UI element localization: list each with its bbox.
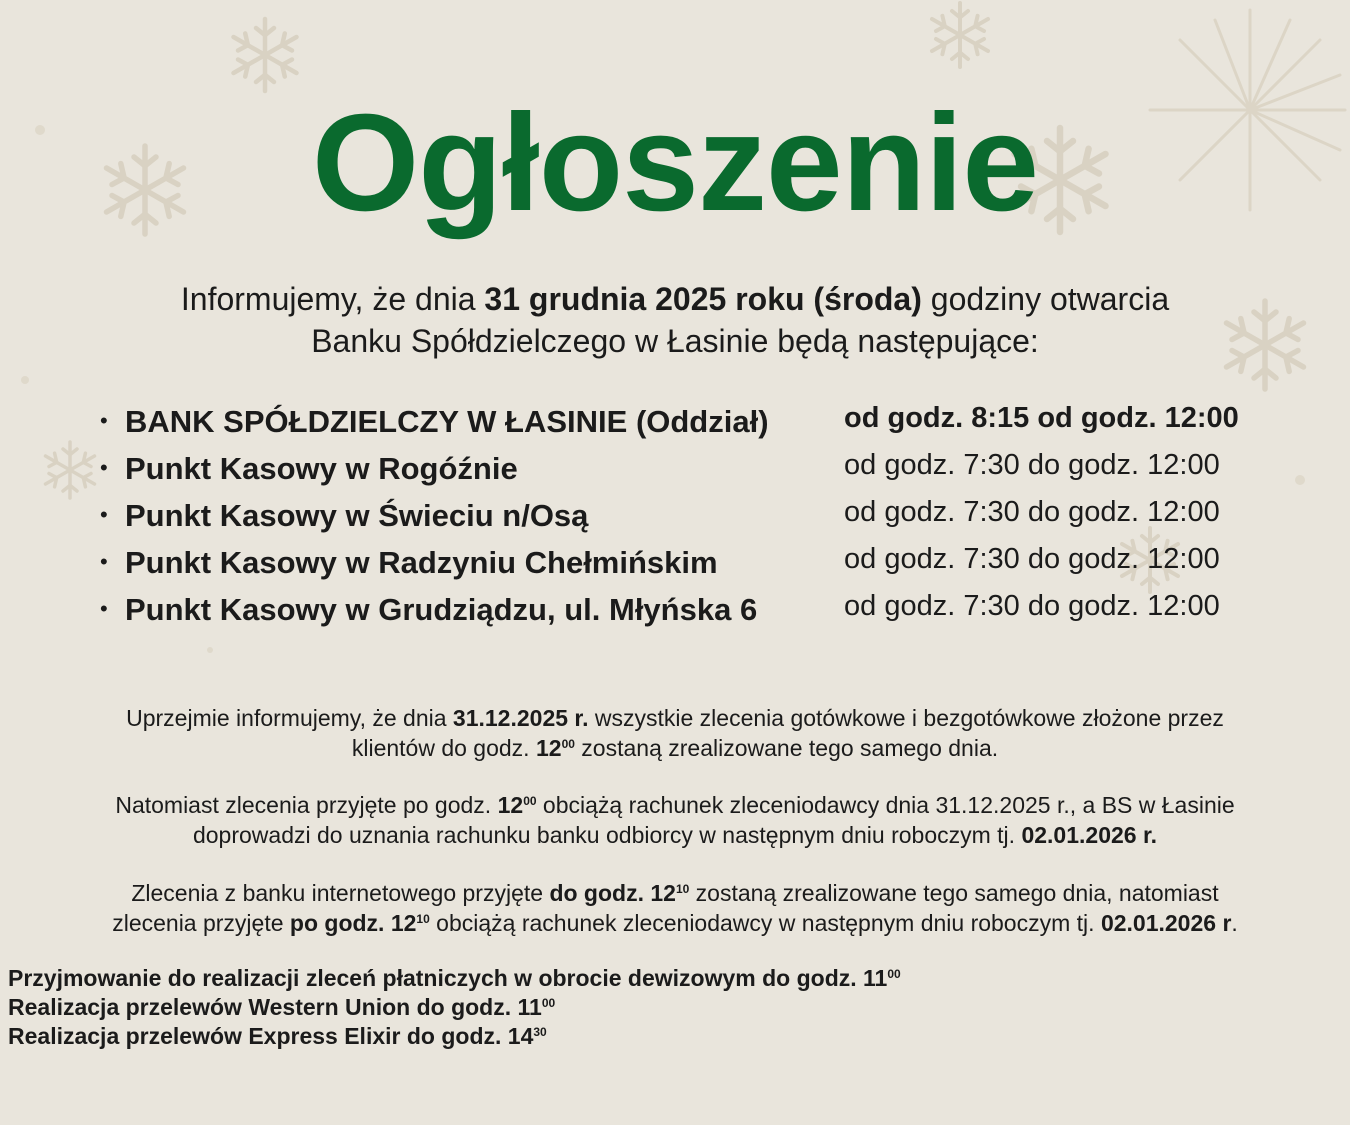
final-note <box>8 1022 901 1051</box>
branch-name: Punkt Kasowy w Świeciu n/Osą <box>125 498 589 533</box>
paragraph-cash-orders <box>0 703 1350 763</box>
bullet: • <box>100 549 108 574</box>
branch-hours: od godz. 8:15 od godz. 12:00 <box>844 402 1239 434</box>
paragraph-line <box>0 703 1350 733</box>
paragraph-line <box>0 820 1350 850</box>
intro-date: 31 grudnia 2025 roku (środa) <box>484 281 922 317</box>
text-bold: do godz. 12 <box>549 880 676 906</box>
text-part: Natomiast zlecenia przyjęte po godz. <box>115 792 498 818</box>
text-bold: 31.12.2025 r. <box>452 705 589 731</box>
branch-hours: od godz. 7:30 do godz. 12:00 <box>844 449 1220 481</box>
branch-name: BANK SPÓŁDZIELCZY W ŁASINIE (Oddział) <box>125 404 769 439</box>
text-bold: Przyjmowanie do realizacji zleceń płatniczych w obrocie dewizowym do godz. 11 <box>8 965 888 991</box>
intro-text-part: godziny otwarcia <box>921 281 1170 317</box>
branch-name: Punkt Kasowy w Radzyniu Chełmińskim <box>125 545 718 580</box>
bullet: • <box>100 596 108 621</box>
text-bold: Realizacja przelewów Western Union do godz. 11 <box>8 994 542 1020</box>
superscript: 10 <box>675 882 690 896</box>
page-title: Ogłoszenie <box>311 86 1039 240</box>
branch-hours: od godz. 7:30 do godz. 12:00 <box>844 543 1220 575</box>
paragraph-internet-banking <box>0 878 1350 938</box>
intro-text-part: Informujemy, że dnia <box>180 281 485 317</box>
text-part: Uprzejmie informujemy, że dnia <box>126 705 453 731</box>
superscript: 00 <box>561 737 575 751</box>
text-bold: 02.01.2026 r. <box>1021 822 1158 848</box>
branch-list <box>100 402 1300 637</box>
branch-hours: od godz. 7:30 do godz. 12:00 <box>844 590 1220 622</box>
branch-name: Punkt Kasowy w Rogóźnie <box>125 451 518 486</box>
intro-text <box>0 278 1350 362</box>
superscript: 10 <box>416 912 430 926</box>
branch-name: Punkt Kasowy w Grudziądzu, ul. Młyńska 6 <box>125 592 758 627</box>
text-bold: po godz. 12 <box>289 910 417 936</box>
superscript: 00 <box>541 996 556 1010</box>
superscript: 00 <box>887 967 901 981</box>
text-part: doprowadzi do uznania rachunku banku odbiorcy w następnym dniu roboczym tj. <box>192 822 1022 848</box>
bullet: • <box>100 455 108 480</box>
final-notes <box>8 964 901 1051</box>
text-bold: 02.01.2026 r <box>1100 910 1232 936</box>
paragraph-late-orders <box>0 790 1350 850</box>
superscript: 00 <box>523 794 537 808</box>
text-part: . <box>1231 910 1238 936</box>
text-part: klientów do godz. <box>351 735 536 761</box>
text-bold: 12 <box>535 735 562 761</box>
text-part: zlecenia przyjęte <box>112 910 290 936</box>
intro-line-2: Banku Spółdzielczego w Łasinie będą następujące: <box>311 323 1039 359</box>
bullet: • <box>100 408 108 433</box>
snowflake-icon <box>234 19 297 91</box>
paragraph-line <box>0 790 1350 820</box>
paragraph-line <box>0 908 1350 938</box>
text-part: wszystkie zlecenia gotówkowe i bezgotówkowe złożone przez <box>588 705 1224 731</box>
paragraph-line <box>0 878 1350 908</box>
text-bold: Realizacja przelewów Express Elixir do godz. 14 <box>8 1023 534 1049</box>
text-part: Zlecenia z banku internetowego przyjęte <box>131 880 550 906</box>
list-item <box>100 543 1300 590</box>
list-item <box>100 402 1300 449</box>
final-note <box>8 993 901 1022</box>
text-part: zostaną zrealizowane tego samego dnia, natomiast <box>689 880 1219 906</box>
text-part: obciążą rachunek zleceniodawcy dnia 31.12.2025 r., a BS w Łasinie <box>536 792 1235 818</box>
paragraph-line <box>0 733 1350 763</box>
bullet: • <box>100 502 108 527</box>
superscript: 30 <box>533 1025 547 1039</box>
list-item <box>100 496 1300 543</box>
text-bold: 12 <box>497 792 524 818</box>
intro-line-1 <box>0 278 1350 320</box>
list-item <box>100 449 1300 496</box>
branch-hours: od godz. 7:30 do godz. 12:00 <box>844 496 1220 528</box>
final-note <box>8 964 901 993</box>
text-part: obciążą rachunek zleceniodawcy w następnym dniu roboczym tj. <box>429 910 1101 936</box>
snowflake-icon <box>46 442 95 498</box>
snowflake-icon <box>932 3 988 67</box>
text-part: zostaną zrealizowane tego samego dnia. <box>574 735 999 761</box>
list-item <box>100 590 1300 637</box>
